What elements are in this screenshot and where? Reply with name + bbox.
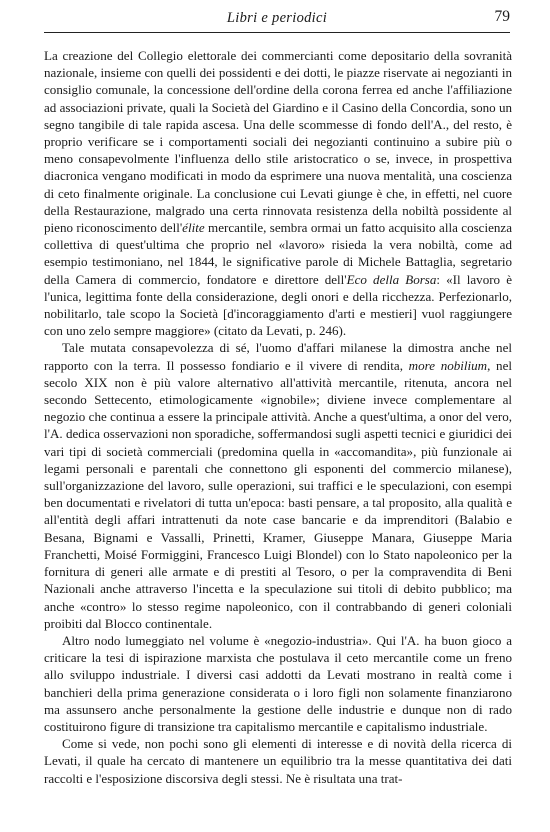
paragraph [44, 632, 512, 735]
running-head: Libri e periodici [226, 10, 328, 26]
paragraph-text: La creazione del Collegio elettorale dei commercianti come depositario della sovranità nazionale, insieme con quelli dei possidenti e dei dotti, le piazze riservate ai negozianti in consiglio comunale, la concessione dell'ordine della corona ferrea ed anche l'affiliazione ad associazioni private, quali la Società del Giardino e il Casino della Concordia, sono un segno tangibile di tale rapida ascesa. Una delle scommesse di fondo dell'A., del resto, è proprio verificare se i comportamenti sociali dei negozianti continuino a subire più o meno consapevolmente l'influenza dello stile aristocratico o se, invece, in prospettiva diacronica vengano modificati in modo da esprimere una nuova mentalità, una coscienza di ceto finalmente originale. La conclusione cui Levati giunge è che, in effetti, nel cuore della Restaurazione, malgrado una certa rinnovata resistenza della nobiltà possidente al pieno riconoscimento dell' [44, 48, 512, 236]
paragraph [44, 47, 512, 339]
italic-text: Eco della Borsa [346, 271, 437, 287]
paragraph [44, 339, 512, 631]
paragraph-text: mercantile, sembra ormai un fatto acquisito alla coscienza collettiva di quest'ultima che proprio nel «lavoro» risieda la vera nobiltà, come ad esempio testimoniano, nel 1844, le significative parole di Michele Battaglia, segretario della Camera di commercio, fondatore e direttore dell' [44, 220, 512, 287]
italic-text: more nobilium [408, 357, 488, 373]
page-header [44, 6, 510, 33]
paragraph-text: : «Il lavoro è l'unica, legittima fonte della considerazione, degli onori e della ricchezza. Perfezionarlo, nobilitarlo, tale scopo la Società [d'incoraggiamento d'arti e mestieri] vuol raggiungere con uno zelo sempre maggiore» (citato da Levati, p. 246). [44, 271, 512, 339]
body-text [44, 47, 512, 787]
paragraph [44, 735, 512, 787]
paragraph-text: Come si vede, non pochi sono gli elementi di interesse e di novità della ricerca di Levati, il quale ha cercato di mantenere un equilibrio tra la messe quantitativa dei dati raccolti e l'esposizione discorsiva degli stessi. Ne è risultata una trat- [44, 736, 512, 786]
paragraph-text: , nel secolo XIX non è più valore alternativo all'attività mercantile, ritenuta, ancora nel secondo Settecento, etimologicamente «ignobile»; diviene invece complementare al negozio che continua a essere la principale attività. Anche a quest'ultima, a onor del vero, l'A. dedica osservazioni non sporadiche, soffermandosi sugli aspetti tecnici e giuridici dei vari tipi di società commerciali (predomina quella in «accomandita», più funzionale ai legami personali e parentali che connettono gli esponenti del commercio milanese), sull'organizzazione del lavoro, sulle operazioni, sui traffici e le speculazioni, con esempi ben documentati e rivelatori di tutta un'epoca: basti pensare, a tal proposito, alla qualità e all'entità degli affari intrattenuti da note case bancarie e da imprenditori (Balabio e Besana, Bignami e Vassalli, Prinetti, Kramer, Giuseppe Manara, Giuseppe Maria Franchetti, Moisé Formiggini, Francesco Luigi Blondel) con lo Stato napoleonico per la fornitura di generi alle armate e di prestiti al Tesoro, o per la compravendita di Beni Nazionali anche attraverso l'incetta e la speculazione sui titoli di debito pubblico; ma anche «contro» lo stesso regime napoleonico, con il contrabbando di generi coloniali proibiti dal Blocco continentale. [44, 357, 512, 631]
paragraph-text: Altro nodo lumeggiato nel volume è «negozio-industria». Qui l'A. ha buon gioco a criticare la tesi di ispirazione marxista che postulava il ceto mercantile come un freno allo sviluppo industriale. I diversi casi addotti da Levati mostrano in realtà come i banchieri della prima generazione considerata o i loro figli non solamente finanziarono ma assunsero anche personalmente la gestione delle industrie e dunque non di rado costituirono figure di transizione tra capitalismo mercantile e capitalismo industriale. [44, 632, 512, 734]
paragraph-text: Tale mutata consapevolezza di sé, l'uomo d'affari milanese la dimostra anche nel rapporto con la terra. Il possesso fondiario e il vivere di rendita, [44, 340, 512, 373]
italic-text: élite [182, 220, 205, 236]
page-number: 79 [494, 8, 510, 25]
